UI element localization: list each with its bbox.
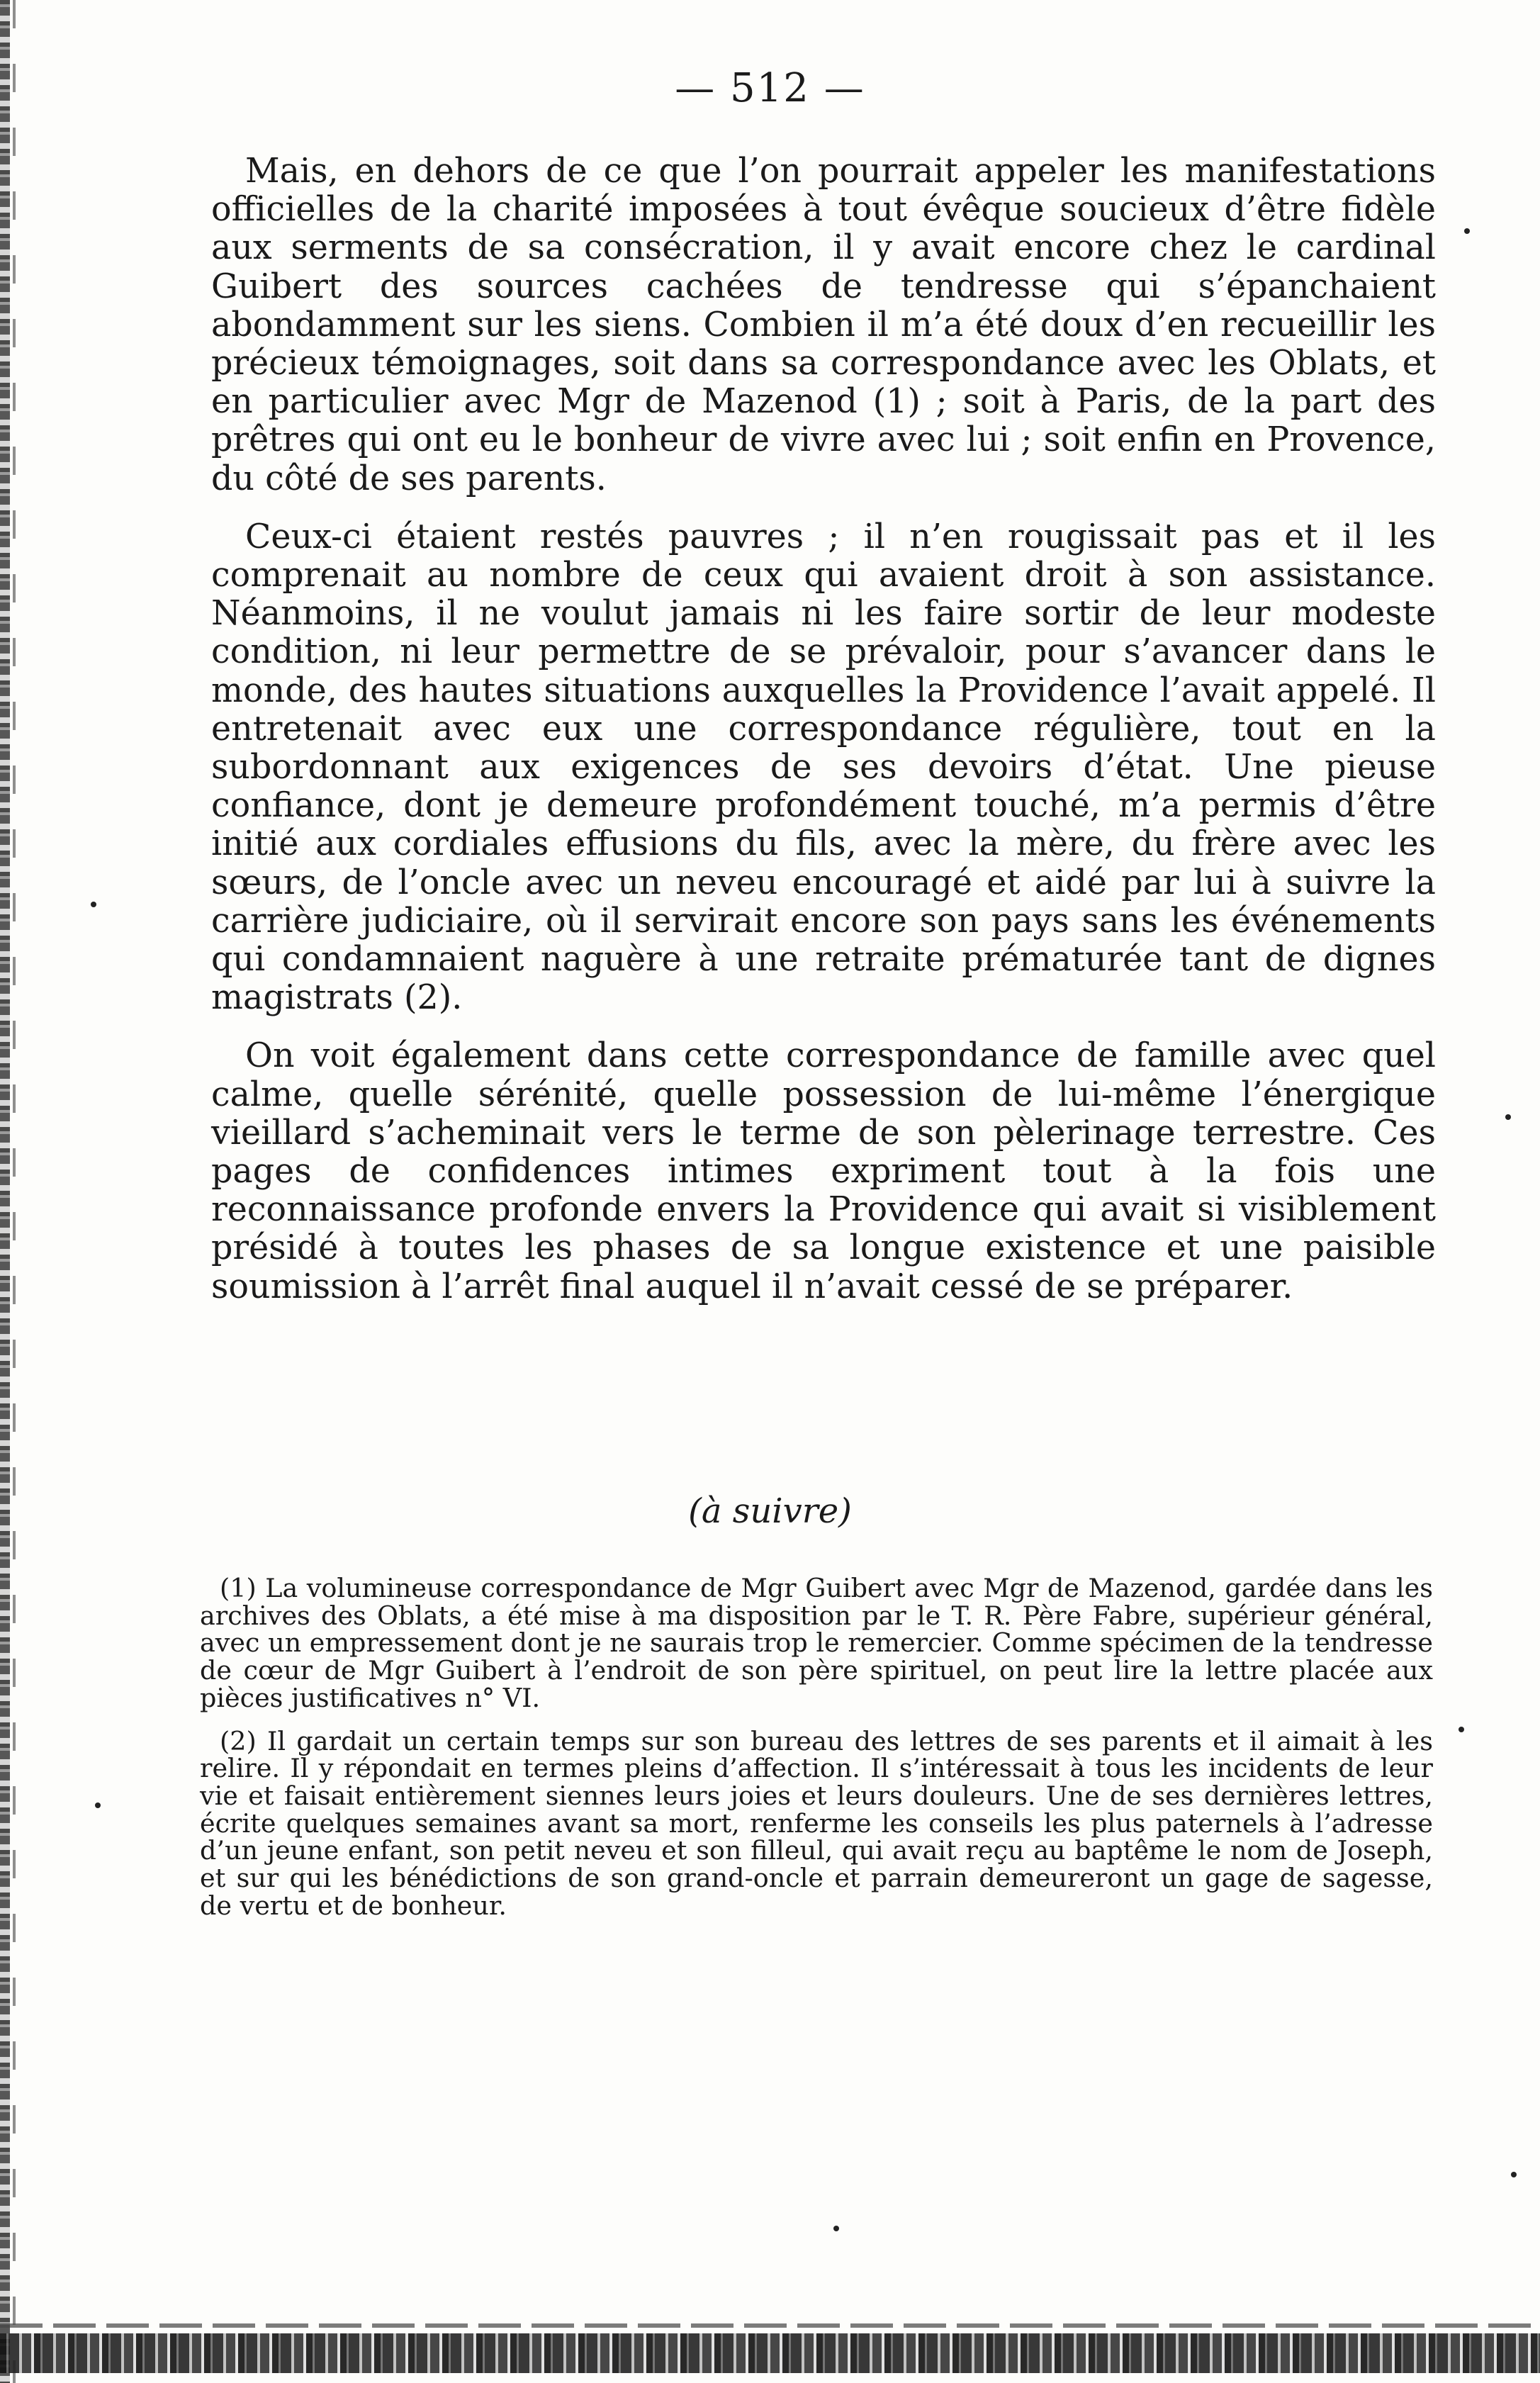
scan-left-edge-marks (13, 0, 16, 2383)
paragraph-3: On voit également dans cette correspondance de famille avec quel calme, quelle sérénité, quelle possession de lui-même l’énergique vieillard s’acheminait vers le terme de son pèlerinage terrestre. Ces pages de confidences intimes expriment tout à la fois une reconnaissance profonde envers la Providence qui avait si visiblement présidé à toutes les phases de sa longue existence et une paisible soumission à l’arrêt final auquel il n’avait cessé de se préparer. (211, 1036, 1436, 1306)
scan-left-edge (0, 0, 10, 2383)
scan-speck (95, 1802, 101, 1808)
scan-speck (91, 902, 96, 907)
scan-bottom-edge (0, 2333, 1540, 2373)
footnotes (200, 1575, 1433, 1919)
scan-speck (1505, 1114, 1511, 1120)
paragraph-1: Mais, en dehors de ce que l’on pourrait appeler les manifestations officielles de la charité imposées à tout évêque soucieux d’être fidèle aux serments de sa consécration, il y avait encore chez le cardinal Guibert des sources cachées de tendresse qui s’épanchaient abondamment sur les siens. Combien il m’a été doux d’en recueillir les précieux témoignages, soit dans sa correspondance avec les Oblats, et en particulier avec Mgr de Mazenod (1) ; soit à Paris, de la part des prêtres qui ont eu le bonheur de vivre avec lui ; soit enfin en Provence, du côté de ses parents. (211, 152, 1436, 498)
footnote-2: (2) Il gardait un certain temps sur son bureau des lettres de ses parents et il aimait à les relire. Il y répondait en termes pleins d’affection. Il s’intéressait à tous les incidents de leur vie et faisait entièrement siennes leurs joies et leurs douleurs. Une de ses dernières lettres, écrite quelques semaines avant sa mort, renferme les conseils les plus paternels à l’adresse d’un jeune enfant, son petit neveu et son filleul, qui avait reçu au baptême le nom de Joseph, et sur qui les bénédictions de son grand-oncle et parrain demeureront un gage de sagesse, de vertu et de bonheur. (200, 1725, 1433, 1921)
scan-speck (1511, 2172, 1517, 2177)
paragraph-2: Ceux-ci étaient restés pauvres ; il n’en rougissait pas et il les comprenait au nombre de ceux qui avaient droit à son assistance. Néanmoins, il ne voulut jamais ni les faire sortir de leur modeste condition, ni leur permettre de se prévaloir, pour s’avancer dans le monde, des hautes situations auxquelles la Providence l’avait appelé. Il entretenait avec eux une correspondance régulière, tout en la subordonnant aux exigences de ses devoirs d’état. Une pieuse confiance, dont je demeure profondément touché, m’a permis d’être initié aux cordiales effusions du fils, avec la mère, du frère avec les sœurs, de l’oncle avec un neveu encouragé et aidé par lui à suivre la carrière judiciaire, où il servirait encore son pays sans les événements qui condamnaient naguère à une retraite prématurée tant de dignes magistrats (2). (211, 517, 1436, 1018)
scan-speck (1458, 1727, 1464, 1732)
footnote-1: (1) La volumineuse correspondance de Mgr Guibert avec Mgr de Mazenod, gardée dans les archives des Oblats, a été mise à ma disposition par le T. R. Père Fabre, supérieur général, avec un empressement dont je ne saurais trop le remercier. Comme spécimen de la tendresse de cœur de Mgr Guibert à l’endroit de son père spirituel, on peut lire la lettre placée aux pièces justificatives n° VI. (200, 1573, 1433, 1713)
to-be-continued: (à suivre) (688, 1491, 852, 1531)
scan-speck (833, 2226, 839, 2231)
scan-speck (1464, 228, 1470, 234)
scan-bottom-edge-thin (0, 2323, 1540, 2328)
body-text (211, 152, 1436, 1306)
page-number: — 512 — (675, 65, 865, 111)
